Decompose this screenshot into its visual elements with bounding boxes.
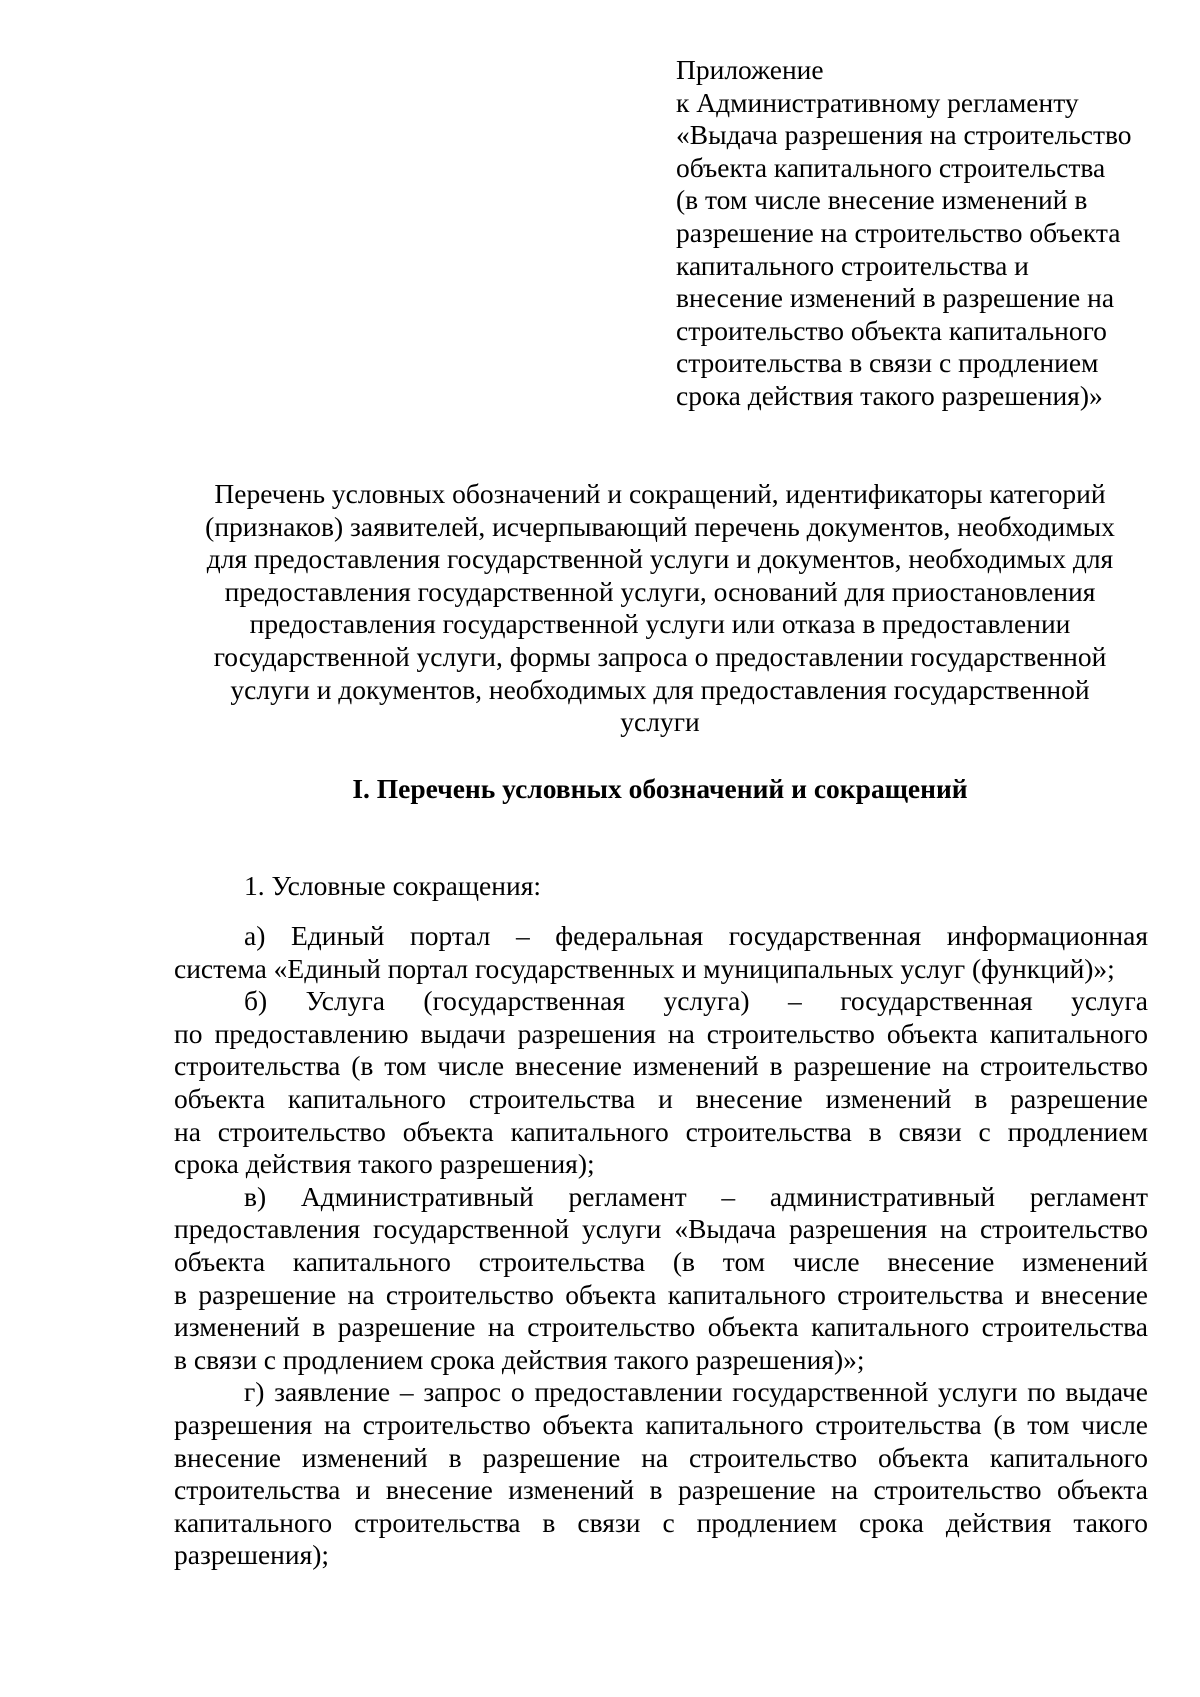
paragraph-line: в разрешение на строительство объекта капитального строительства и внесение — [174, 1278, 1148, 1310]
paragraph-line: в связи с продлением срока действия такого разрешения)»; — [174, 1343, 865, 1375]
document-title-line: Перечень условных обозначений и сокращений, идентификаторы категорий — [214, 478, 1106, 509]
appendix-line: внесение изменений в разрешение на — [676, 282, 1115, 314]
document-title — [170, 478, 1150, 739]
document-title-line: предоставления государственной услуги, оснований для приостановления — [224, 575, 1096, 607]
appendix-line: разрешение на строительство объекта — [676, 216, 1121, 248]
paragraph-line: в) Административный регламент – административный регламент — [244, 1180, 1148, 1212]
list-item-g — [174, 1376, 1148, 1572]
appendix-line: срока действия такого разрешения)» — [676, 379, 1103, 411]
paragraph-line: предоставления государственной услуги «Выдача разрешения на строительство — [174, 1213, 1148, 1245]
appendix-line: капитального строительства и — [676, 249, 1029, 281]
document-title-line: услуги и документов, необходимых для предоставления государственной — [230, 673, 1090, 705]
paragraph-line: на строительство объекта капитального строительства в связи с продлением — [174, 1115, 1148, 1147]
document-title-line: услуги — [620, 706, 700, 738]
list-item-a — [174, 920, 1148, 985]
abbreviations-list — [174, 920, 1148, 1572]
paragraph-line: строительства (в том числе внесение изменений в разрешение на строительство — [174, 1050, 1148, 1082]
document-title-line: (признаков) заявителей, исчерпывающий перечень документов, необходимых — [205, 510, 1115, 542]
document-title-line: предоставления государственной услуги или отказа в предоставлении — [249, 608, 1071, 640]
paragraph-line: г) заявление – запрос о предоставлении государственной услуги по выдаче — [244, 1376, 1148, 1408]
list-item-v — [174, 1181, 1148, 1377]
appendix-line: к Административному регламенту — [676, 86, 1079, 118]
appendix-line: Приложение — [676, 54, 824, 85]
paragraph-line: система «Единый портал государственных и муниципальных услуг (функций)»; — [174, 952, 1115, 984]
appendix-line: строительства в связи с продлением — [676, 347, 1099, 379]
paragraph-line: объекта капитального строительства (в том числе внесение изменений — [174, 1245, 1148, 1277]
paragraph-line: внесение изменений в разрешение на строительство объекта капитального — [174, 1441, 1148, 1473]
paragraph-line: изменений в разрешение на строительство объекта капитального строительства — [174, 1311, 1148, 1343]
section-heading: I. Перечень условных обозначений и сокращений — [352, 773, 968, 804]
paragraph-line: разрешения на строительство объекта капитального строительства (в том числе — [174, 1408, 1148, 1440]
paragraph-line: разрешения); — [174, 1539, 330, 1571]
paragraph-line: б) Услуга (государственная услуга) – государственная услуга — [244, 985, 1148, 1017]
paragraph-line: капитального строительства в связи с продлением срока действия такого — [174, 1506, 1148, 1538]
appendix-line: объекта капитального строительства — [676, 151, 1106, 183]
paragraph-line: срока действия такого разрешения); — [174, 1148, 595, 1180]
paragraph-line: строительства и внесение изменений в разрешение на строительство объекта — [174, 1474, 1148, 1506]
document-title-line: государственной услуги, формы запроса о предоставлении государственной — [213, 640, 1107, 672]
document-title-line: для предоставления государственной услуги и документов, необходимых для — [206, 543, 1114, 575]
paragraph-line: объекта капитального строительства и внесение изменений в разрешение — [174, 1082, 1148, 1114]
appendix-note — [676, 54, 1176, 413]
abbreviations-subheading: 1. Условные сокращения: — [244, 870, 541, 901]
appendix-line: «Выдача разрешения на строительство — [676, 119, 1132, 151]
paragraph-line: а) Единый портал – федеральная государственная информационная — [244, 920, 1148, 951]
appendix-line: (в том числе внесение изменений в — [676, 184, 1088, 216]
list-item-b — [174, 985, 1148, 1181]
paragraph-line: по предоставлению выдачи разрешения на строительство объекта капитального — [174, 1017, 1148, 1049]
appendix-line: строительство объекта капитального — [676, 314, 1107, 346]
